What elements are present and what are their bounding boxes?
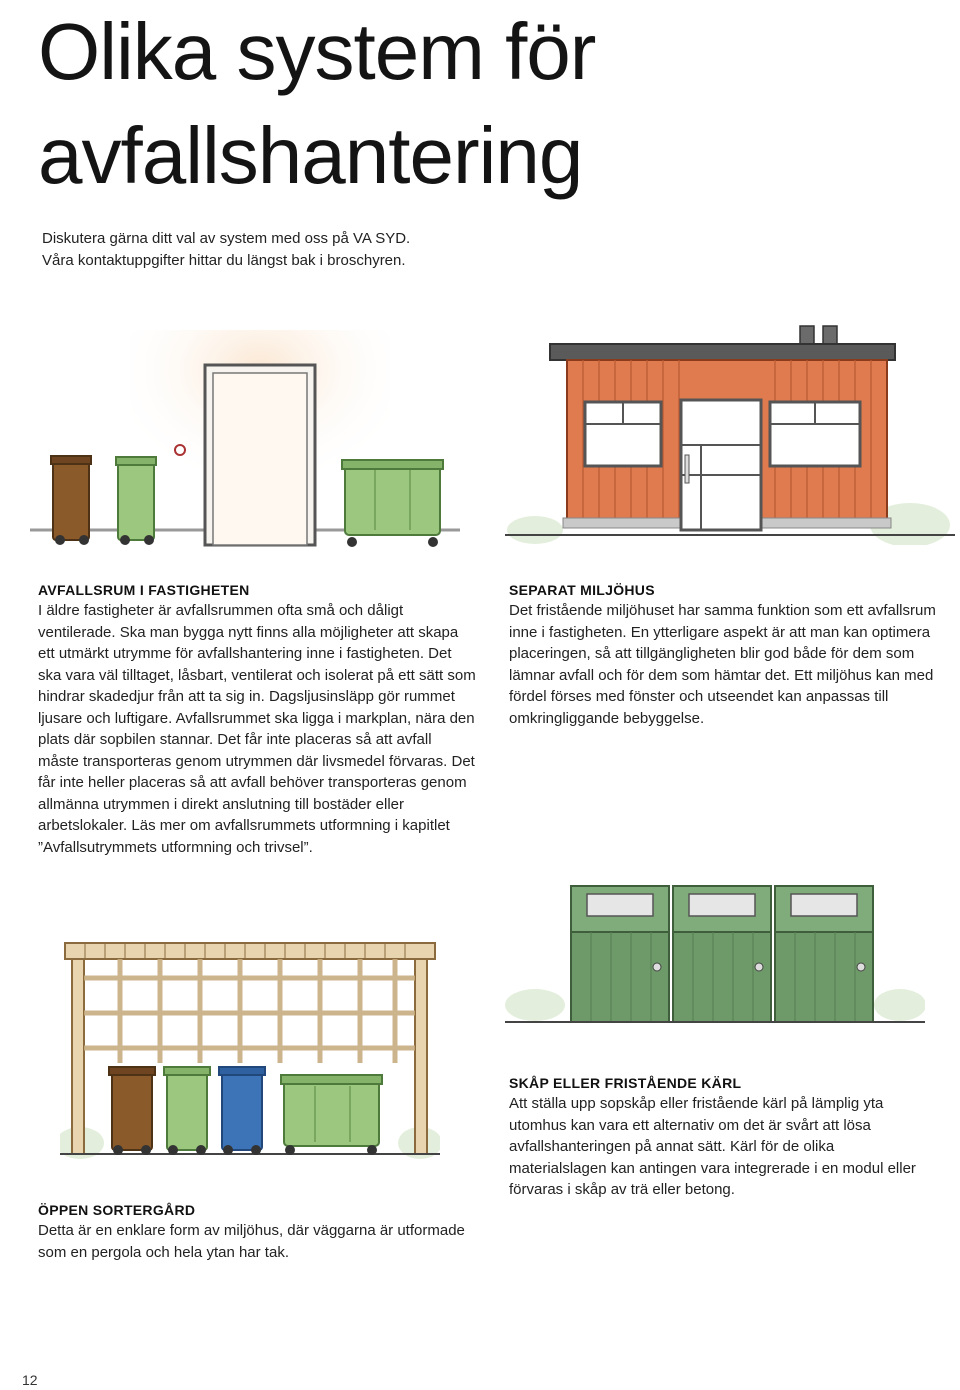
blue-bin-icon [219, 1067, 265, 1155]
section-heading: ÖPPEN SORTERGÅRD [38, 1202, 196, 1218]
waste-room-illustration [30, 330, 470, 560]
section-environment-house [509, 580, 949, 729]
page-title: Olika system för avfallshantering [38, 7, 596, 200]
section-body: Att ställa upp sopskåp eller fristående kärl på lämplig yta utomhus kan vara ett alternativ om det är svårt att lösa avfallshanteringen på annat sätt. Kärl för de olika materialslagen kan antingen vara integrerade i en modul eller förvaras i skåp av trä eller betong. [509, 1095, 916, 1198]
green-bin-icon [164, 1067, 210, 1155]
section-waste-room [38, 580, 476, 858]
brown-bin-icon [51, 456, 91, 545]
section-body: Det fristående miljöhuset har samma funktion som ett avfallsrum inne i fastigheten. En ytterligare aspekt är att man kan optimera placeringen, så att tillgängligheten blir god både för dem som lämnar avfall och för dem som hämtar det. Ett miljöhus kan med fördel förses med fönster och utseendet kan anpassas till omkringliggande bebyggelse. [509, 602, 936, 727]
section-body: I äldre fastigheter är avfallsrummen ofta små och dåligt ventilerade. Ska man bygga nytt finns alla möjligheter att skapa ett utmärkt utrymme för avfallshantering inne i fastigheten. Det ska vara väl tilltaget, låsbart, ventilerat och isolerat på ett sätt som hindrar skadedjur från att ta sig in. Dagsljusinsläpp gör rummet ljusare och luftigare. Avfallsrummet ska ligga i markplan, nära den plats där sopbilen stannar. Det får inte placeras så att avfall måste transporteras genom utrymmen där livsmedel förvaras. Det får inte heller placeras så att avfall behöver transporteras genom allmänna utrymmen i direkt anslutning till bostäder eller arbetslokaler. Läs mer om avfallsrummets utformning i kapitlet ”Avfallsutrymmets utformning och trivsel”. [38, 602, 476, 856]
cabinet-2 [673, 886, 771, 1022]
brown-bin-icon [109, 1067, 155, 1155]
intro-line-1: Diskutera gärna ditt val av system med oss på VA SYD. [42, 230, 411, 247]
cabinet-1 [571, 886, 669, 1022]
section-body: Detta är en enklare form av miljöhus, där väggarna är utformade som en pergola och hela ytan har tak. [38, 1222, 465, 1261]
section-open-sorting-yard [38, 1200, 478, 1263]
section-heading: SEPARAT MILJÖHUS [509, 582, 655, 598]
container-icon [281, 1075, 382, 1155]
cabinets-illustration [505, 880, 925, 1030]
green-bin-icon [116, 457, 156, 545]
section-cabinets [509, 1073, 929, 1201]
section-heading: AVFALLSRUM I FASTIGHETEN [38, 582, 250, 598]
cabinet-3 [775, 886, 873, 1022]
page-number: 12 [22, 1372, 38, 1388]
section-heading: SKÅP ELLER FRISTÅENDE KÄRL [509, 1075, 742, 1091]
environment-house-illustration [505, 320, 955, 545]
container-icon [342, 460, 443, 547]
pergola-illustration [60, 938, 440, 1168]
intro-text [42, 228, 642, 272]
intro-line-2: Våra kontaktuppgifter hittar du längst bak i broschyren. [42, 252, 406, 269]
